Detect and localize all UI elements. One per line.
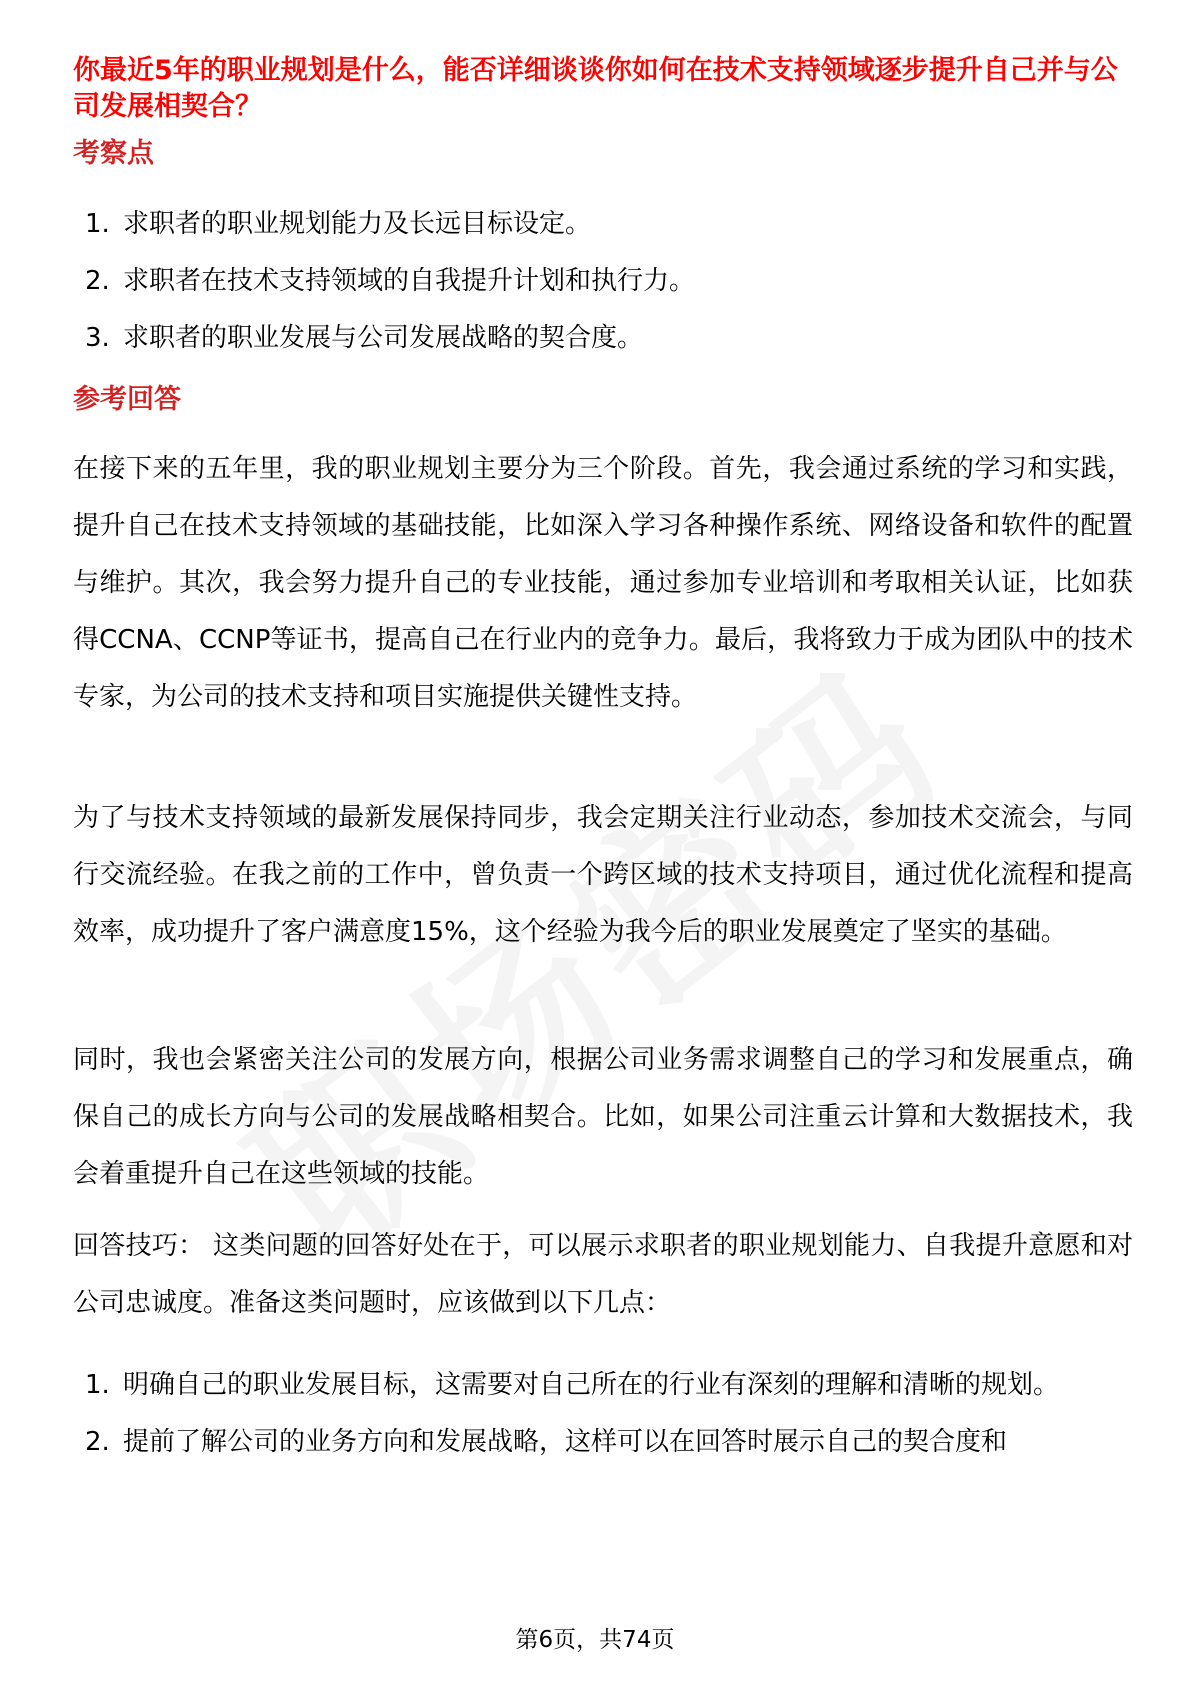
- list-item: [73, 196, 1133, 253]
- list-item-text: 求职者的职业发展与公司发展战略的契合度。: [123, 323, 644, 353]
- answer-paragraph: 为了与技术支持领域的最新发展保持同步，我会定期关注行业动态，参加技术交流会，与同行交流经验。在我之前的工作中，曾负责一个跨区域的技术支持项目，通过优化流程和提高效率，成功提升了客户满意度15%，这个经验为我今后的职业发展奠定了坚实的基础。: [73, 803, 1133, 947]
- section-title-examine: 考察点: [73, 138, 154, 169]
- list-item-text: 提前了解公司的业务方向和发展战略，这样可以在回答时展示自己的契合度和: [123, 1427, 1008, 1457]
- answer-paragraph: 在接下来的五年里，我的职业规划主要分为三个阶段。首先，我会通过系统的学习和实践，提升自己在技术支持领域的基础技能，比如深入学习各种操作系统、网络设备和软件的配置与维护。其次，我会努力提升自己的专业技能，通过参加专业培训和考取相关认证，比如获得CCNA、CCNP等证书，提高自己在行业内的竞争力。最后，我将致力于成为团队中的技术专家，为公司的技术支持和项目实施提供关键性支持。: [73, 454, 1133, 712]
- list-item-number: 2.: [85, 1427, 110, 1457]
- list-item-number: 3.: [85, 323, 110, 353]
- page-footer: 第6页，共74页: [515, 1627, 675, 1653]
- list-item: [73, 310, 1133, 367]
- answer-tips-intro: 回答技巧： 这类问题的回答好处在于，可以展示求职者的职业规划能力、自我提升意愿和对公司忠诚度。准备这类问题时，应该做到以下几点：: [73, 1231, 1133, 1318]
- list-item: [73, 1414, 1133, 1471]
- examine-points-list: [73, 196, 1133, 367]
- answer-paragraph: 同时，我也会紧密关注公司的发展方向，根据公司业务需求调整自己的学习和发展重点，确保自己的成长方向与公司的发展战略相契合。比如，如果公司注重云计算和大数据技术，我会着重提升自己在这些领域的技能。: [73, 1045, 1133, 1189]
- list-item: [73, 1357, 1133, 1414]
- list-item-text: 求职者在技术支持领域的自我提升计划和执行力。: [123, 266, 696, 296]
- list-item-number: 2.: [85, 266, 110, 296]
- list-item-text: 明确自己的职业发展目标，这需要对自己所在的行业有深刻的理解和清晰的规划。: [123, 1370, 1060, 1400]
- section-title-answer: 参考回答: [73, 384, 181, 415]
- question-title: 你最近5年的职业规划是什么，能否详细谈谈你如何在技术支持领域逐步提升自己并与公司发展相契合？: [73, 55, 1118, 122]
- tips-list: [73, 1357, 1133, 1471]
- list-item-number: 1.: [85, 1370, 110, 1400]
- list-item-number: 1.: [85, 209, 110, 239]
- list-item: [73, 253, 1133, 310]
- list-item-text: 求职者的职业规划能力及长远目标设定。: [123, 209, 592, 239]
